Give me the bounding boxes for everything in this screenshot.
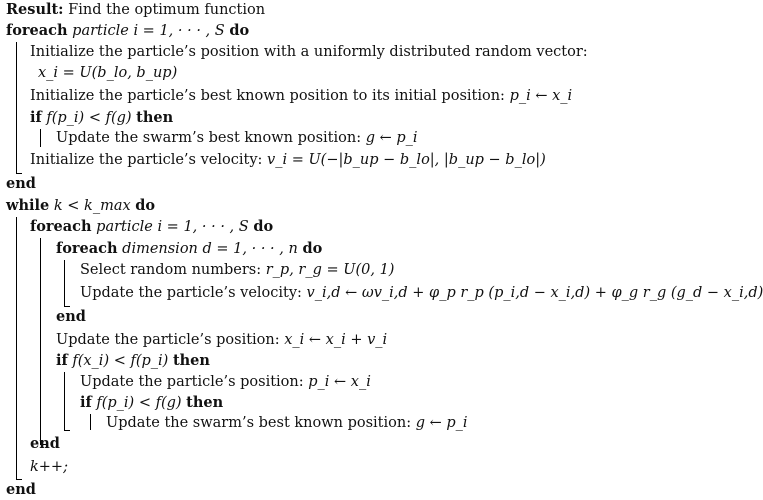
block-bar	[40, 129, 46, 147]
keyword-end: end	[6, 481, 36, 498]
keyword-if: if	[56, 352, 68, 369]
particle-word: particle	[72, 23, 129, 39]
statement-text: Initialize the particle’s velocity:	[30, 152, 263, 168]
keyword-end: end	[6, 175, 36, 192]
foreach-particle-line	[6, 21, 249, 41]
block-bar	[16, 217, 22, 480]
condition: f(p_i) < f(g)	[46, 110, 132, 126]
block-bar	[40, 238, 46, 445]
particle-word: particle	[96, 219, 153, 235]
increment-line	[30, 457, 68, 477]
formula: v_i,d ← ωv_i,d + φ_p r_p (p_i,d − x_i,d) + φ_g r_g (g_d − x_i,d)	[306, 285, 763, 301]
formula: r_p, r_g = U(0, 1)	[265, 262, 395, 278]
init-position-line	[30, 42, 588, 62]
keyword-do: do	[229, 22, 250, 39]
statement-text: Update the particle’s velocity:	[80, 285, 302, 301]
statement-text: Update the particle’s position:	[56, 332, 280, 348]
statement-text: Update the particle’s position:	[80, 374, 304, 390]
keyword-while: while	[6, 197, 50, 214]
range-expr: i = 1, · · · , S	[157, 219, 249, 235]
if-line	[80, 393, 223, 413]
update-velocity-line	[80, 283, 763, 303]
keyword-do: do	[135, 197, 156, 214]
formula: x_i = U(b_lo, b_up)	[38, 65, 178, 81]
end-line	[6, 480, 36, 500]
keyword-do: do	[302, 240, 323, 257]
end-line	[6, 174, 36, 194]
statement-text: Select random numbers:	[80, 262, 262, 278]
keyword-foreach: foreach	[6, 22, 68, 39]
formula: g ← p_i	[365, 130, 418, 146]
block-bar	[90, 414, 96, 430]
statement-text: Update the swarm’s best known position:	[106, 415, 412, 431]
formula: p_i ← x_i	[509, 88, 573, 104]
keyword-if: if	[80, 394, 92, 411]
end-line	[30, 434, 60, 454]
keyword-then: then	[172, 352, 210, 369]
foreach-dimension-line	[56, 239, 322, 259]
condition: f(x_i) < f(p_i)	[72, 353, 169, 369]
keyword-do: do	[253, 218, 274, 235]
keyword-foreach: foreach	[30, 218, 92, 235]
range-expr: d = 1, · · · , n	[202, 241, 298, 257]
formula: x_i ← x_i + v_i	[284, 332, 388, 348]
range-expr: i = 1, · · · , S	[133, 23, 225, 39]
init-velocity-line	[30, 150, 546, 170]
statement-text: Update the swarm’s best known position:	[56, 130, 362, 146]
keyword-if: if	[30, 109, 42, 126]
keyword-end: end	[30, 435, 60, 452]
result-label: Result:	[6, 1, 64, 18]
keyword-then: then	[186, 394, 224, 411]
condition: k < k_max	[53, 198, 131, 214]
select-random-line	[80, 260, 394, 280]
keyword-end: end	[56, 308, 86, 325]
statement-text: Initialize the particle’s best known position to its initial position:	[30, 88, 505, 104]
result-text: Find the optimum function	[68, 2, 266, 18]
condition: f(p_i) < f(g)	[96, 395, 182, 411]
foreach-particle-line	[30, 217, 273, 237]
end-line	[56, 307, 86, 327]
block-bar	[64, 260, 70, 307]
update-swarm-line	[106, 413, 468, 433]
formula: g ← p_i	[415, 415, 468, 431]
formula: p_i ← x_i	[308, 374, 371, 390]
dimension-word: dimension	[122, 241, 198, 257]
block-bar	[16, 42, 22, 174]
formula: v_i = U(−|b_up − b_lo|, |b_up − b_lo|)	[267, 152, 546, 168]
increment-expr: k++;	[30, 459, 68, 475]
if-line	[30, 108, 173, 128]
update-position-line	[56, 330, 387, 350]
result-line	[6, 0, 265, 20]
position-formula-line	[38, 63, 177, 83]
update-swarm-line	[56, 128, 418, 148]
keyword-foreach: foreach	[56, 240, 118, 257]
block-bar	[64, 372, 70, 431]
init-best-line	[30, 86, 572, 106]
update-best-line	[80, 372, 371, 392]
if-line	[56, 351, 210, 371]
keyword-then: then	[136, 109, 174, 126]
while-line	[6, 196, 155, 216]
statement-text: Initialize the particle’s position with a uniformly distributed random vector:	[30, 44, 588, 60]
